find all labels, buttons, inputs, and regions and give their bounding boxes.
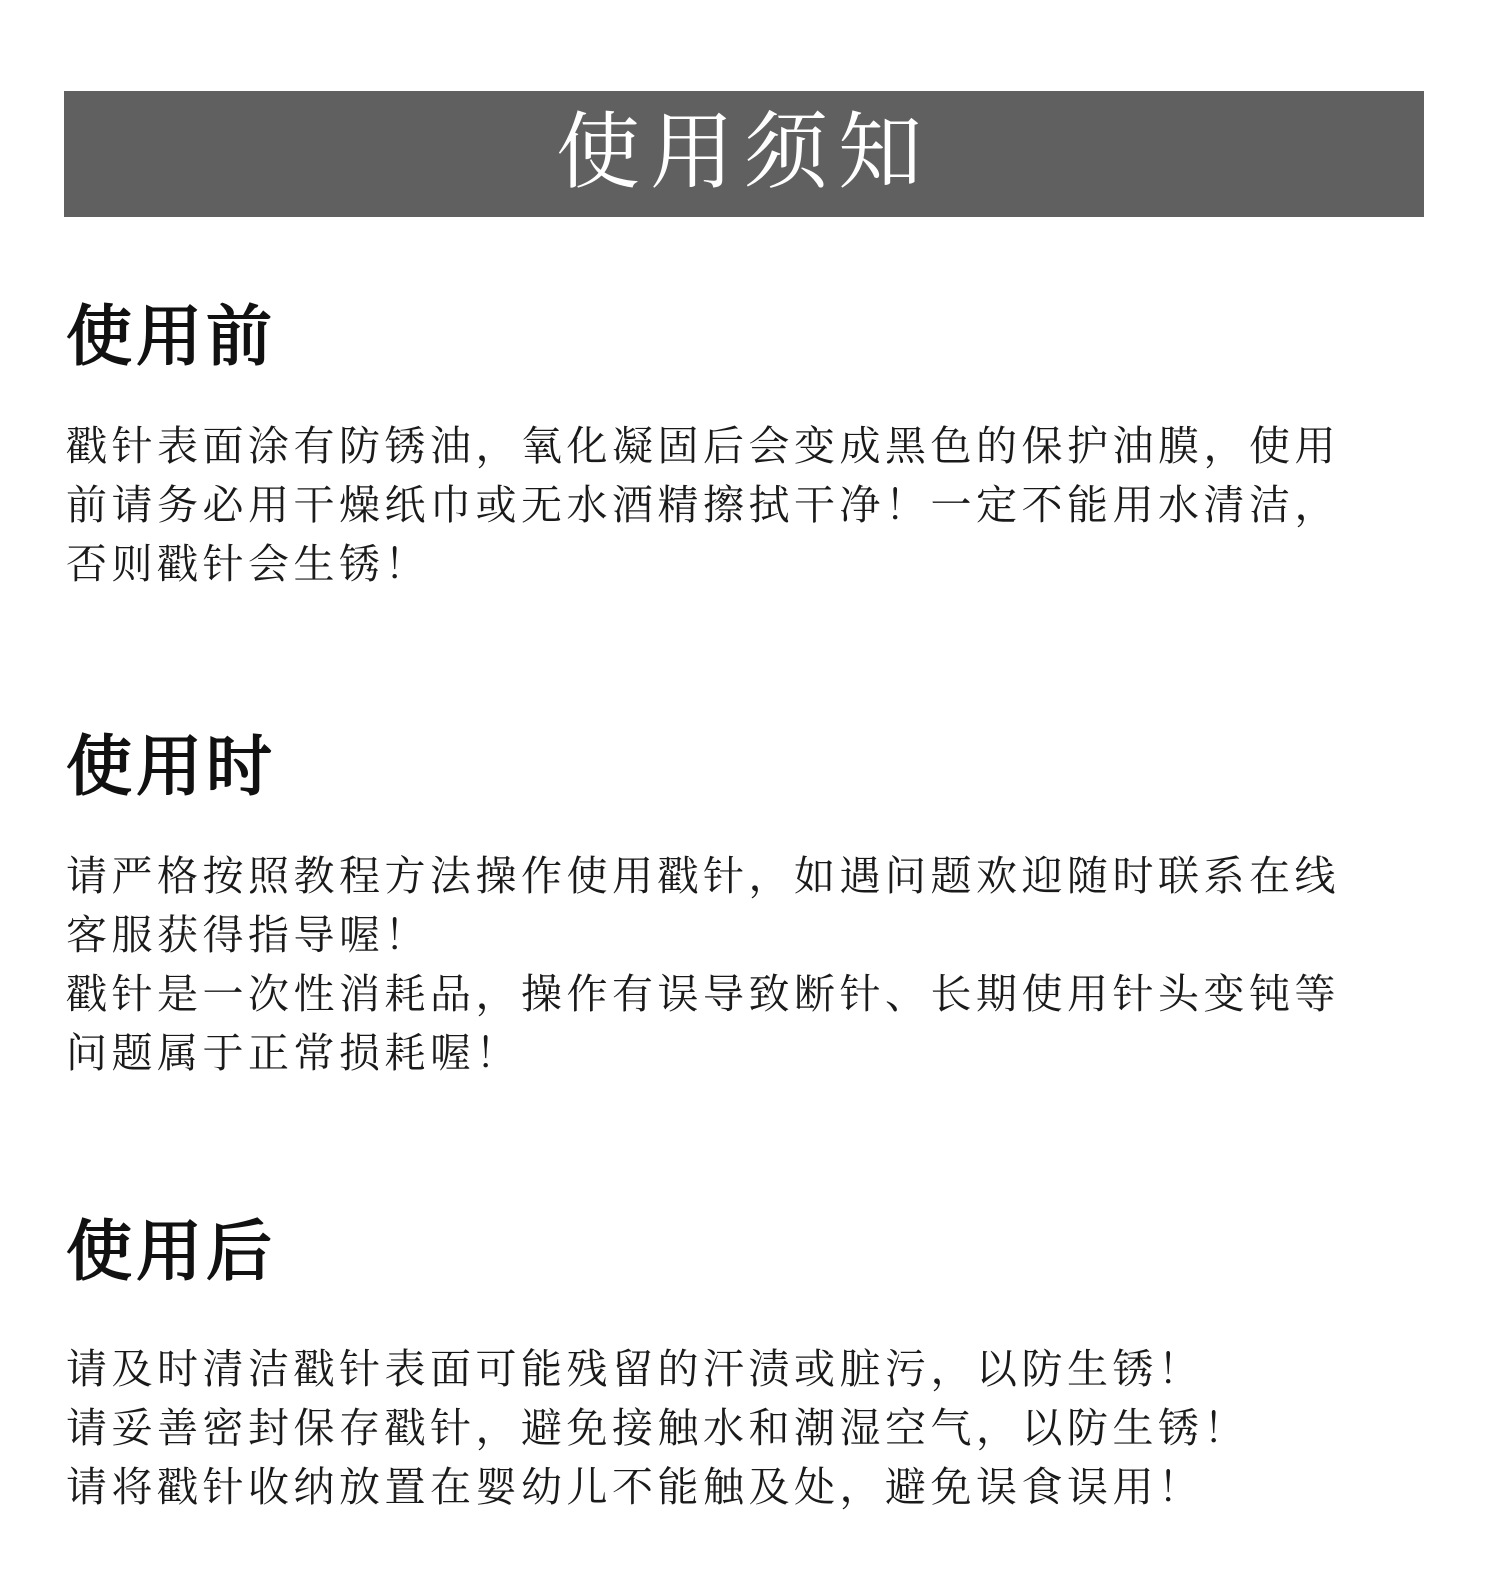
section-body [66,417,1406,594]
section-body [66,847,1406,1083]
paragraph: 请妥善密封保存戳针，避免接触水和潮湿空气，以防生锈！ [66,1404,1249,1452]
section-after-use [66,1212,1406,1517]
page-title: 使用须知 [555,103,932,201]
paragraph: 戳针表面涂有防锈油，氧化凝固后会变成黑色的保护油膜，使用 前请务必用干燥纸巾或无水酒精擦拭干净！一定不能用水清洁， 否则戳针会生锈！ [66,422,1340,588]
paragraph: 请及时清洁戳针表面可能残留的汗渍或脏污，以防生锈！ [66,1345,1204,1393]
title-banner [64,91,1424,217]
paragraph: 请将戳针收纳放置在婴幼儿不能触及处，避免误食误用！ [66,1463,1204,1511]
paragraph: 戳针是一次性消耗品，操作有误导致断针、长期使用针头变钝等 问题属于正常损耗喔！ [66,970,1340,1077]
section-heading: 使用后 [66,1212,276,1290]
section-before-use [66,297,1406,594]
section-heading: 使用前 [66,297,276,375]
section-heading: 使用时 [66,727,276,805]
paragraph: 请严格按照教程方法操作使用戳针，如遇问题欢迎随时联系在线 客服获得指导喔！ [66,852,1340,959]
section-body [66,1340,1406,1517]
section-during-use [66,727,1406,1083]
